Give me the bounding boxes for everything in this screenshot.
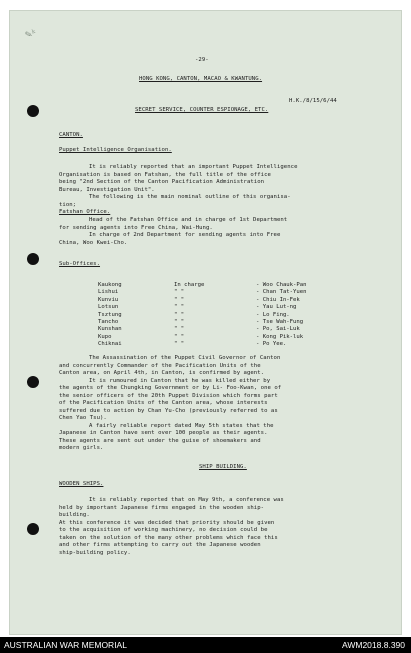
paragraph-line: A fairly reliable report dated May 5th states that the xyxy=(89,422,274,429)
footer-bar xyxy=(0,637,411,653)
footer-source: AUSTRALIAN WAR MEMORIAL xyxy=(4,640,127,650)
paragraph-line: China, Woo Kwei-Cho. xyxy=(59,239,128,246)
paragraph-line: It is reliably reported that on May 9th, a conference was xyxy=(89,497,284,503)
paragraph-line: These agents are sent out under the guise of shoemakers and xyxy=(59,437,261,444)
paragraph-line: for sending agents into Free China, Wai-Hung. xyxy=(59,224,213,231)
paragraph-line: of the Pacification Units of the Canton area, whose interests xyxy=(59,400,268,406)
punch-hole xyxy=(27,523,39,535)
paragraph-line: to the acquisition of working machinery, no decision could be xyxy=(59,527,268,533)
fatshan-heading: Fatshan Office. xyxy=(59,209,111,215)
punch-hole xyxy=(27,376,39,388)
paragraph-line: In charge of 2nd Department for sending agents into Free xyxy=(89,232,281,238)
paragraph-line: suffered due to action by Chan Yu-Cho (previously referred to as xyxy=(59,407,278,414)
paragraph-line: Organisation is based on Fatshan, the full title of the office xyxy=(59,171,271,178)
paragraph-line: and concurrently Commander of the Pacification Units of the xyxy=(59,362,261,369)
paragraph-line: being "2nd Section of the Canton Pacification Administration xyxy=(59,179,265,185)
paragraph-line: Chen Yao Tsu). xyxy=(59,415,107,421)
reference-number: H.K./8/15/6/44 xyxy=(289,98,337,104)
paragraph-line: The Assassination of the Puppet Civil Governor of Canton xyxy=(89,355,281,361)
paragraph-line: tion; xyxy=(59,201,77,208)
paragraph-line: held by important Japanese firms engaged in the wooden ship- xyxy=(59,504,265,511)
paragraph-line: taken on the solution of the many other problems which face this xyxy=(59,534,278,541)
punch-hole xyxy=(27,105,39,117)
paragraph-line: the agents of the Chungking Government or by Li- Foo-Kwan, one of xyxy=(59,385,282,391)
paragraph-line: building. xyxy=(59,512,90,518)
puppet-heading: Puppet Intelligence Organisation. xyxy=(59,147,172,153)
paragraph-line: ship-building policy. xyxy=(59,549,131,556)
document-subheading: SECRET SERVICE, COUNTER ESPIONAGE, ETC. xyxy=(135,107,269,113)
paragraph-line: Bureau, Investigation Unit". xyxy=(59,186,155,193)
wooden-ships-heading: WOODEN SHIPS. xyxy=(59,481,104,487)
page-number: -29- xyxy=(195,57,209,63)
punch-hole xyxy=(27,253,39,265)
canton-heading: CANTON. xyxy=(59,132,83,138)
paragraph-line: It is reliably reported that an important Puppet Intelligence xyxy=(89,164,298,170)
paragraph-line: Japanese in Canton have sent over 100 people as their agents. xyxy=(59,430,268,436)
paragraph-line: It is rumoured in Canton that he was killed either by xyxy=(89,377,271,384)
paragraph-line: the senior officers of the 20th Puppet Division which forms part xyxy=(59,392,278,399)
suboffices-heading: Sub-Offices. xyxy=(59,261,101,267)
paragraph-line: and other firms attempting to carry out the Japanese wooden xyxy=(59,542,261,548)
paragraph-line: At this conference it was decided that priority should be given xyxy=(59,519,275,526)
document-page: ✎ᵏ -29- HONG KONG, CANTON, MACAO & KWANTUNG. H.K./8/15/6/44 SECRET SERVICE, COUNTER ESPIONAGE, ETC. CANTON. Puppet Intelligence Organisation. It is reliably reported that an important Puppet Intelligence Organisation is based on Fatshan, the full title of the office being "2nd Section of the Canton Pacification Administration Bureau, Investigation Unit". The following is the main nominal outline of this organisa- tion; Fatshan Office. Head of the Fatshan Office and in charge of 1st Department for sending agents into Free China, Wai-Hung. In charge of 2nd Department for sending agents into Free China, Woo Kwei-Cho. Sub-Offices. Kaukong In charge - Woo Chauk-Pan Lishui " " - Chan Tat-Yuen Kunviu " " - Chiu In-Fek Lotsun " " - Yau Lut-ng Tsztung " " - Lo Fing. Tancho " " - Tse Wah-Fung Kunshan " " - Po, Sai-Luk Kupo " " - Kong Pik-luk Chiknai " " - Po Yee. The Assassination of the Puppet Civil Governor of Canton and concurrently Commander of the Pacification Units of the Canton area, on April 4th, in Canton, is confirmed by agent. It is rumoured in Canton that he was killed either by the agents of the Chungking Government or by Li- Foo-Kwan, one of the senior officers of the 20th Puppet Division which forms part of the Pacification Units of the Canton area, whose interests suffered due to action by Chan Yu-Cho (previously referred to as Chen Yao Tsu). A fairly reliable report dated May 5th states that the Japanese in Canton have sent over 100 people as their agents. These agents are sent out under the guise of shoemakers and modern girls. SHIP BUILDING. WOODEN SHIPS. It is reliably reported that on May 9th, a conference was held by important Japanese firms engaged in the wooden ship- building. At this conference it was decided that priority should be given to the acquisition of working machinery, no decision could be taken on the solution of the many other problems which face this and other firms attempting to carry out the Japanese wooden ship-building policy. xyxy=(9,10,402,635)
handwritten-mark: ✎ᵏ xyxy=(23,28,37,42)
paragraph-line: Canton area, on April 4th, in Canton, is confirmed by agent. xyxy=(59,370,265,376)
document-heading: HONG KONG, CANTON, MACAO & KWANTUNG. xyxy=(139,76,263,82)
footer-accession-number: AWM2018.8.390 xyxy=(342,640,405,650)
paragraph-line: modern girls. xyxy=(59,445,104,451)
ship-building-heading: SHIP BUILDING. xyxy=(199,464,247,470)
paragraph-line: Head of the Fatshan Office and in charge of 1st Department xyxy=(89,217,288,223)
paragraph-line: The following is the main nominal outline of this organisa- xyxy=(89,194,291,200)
